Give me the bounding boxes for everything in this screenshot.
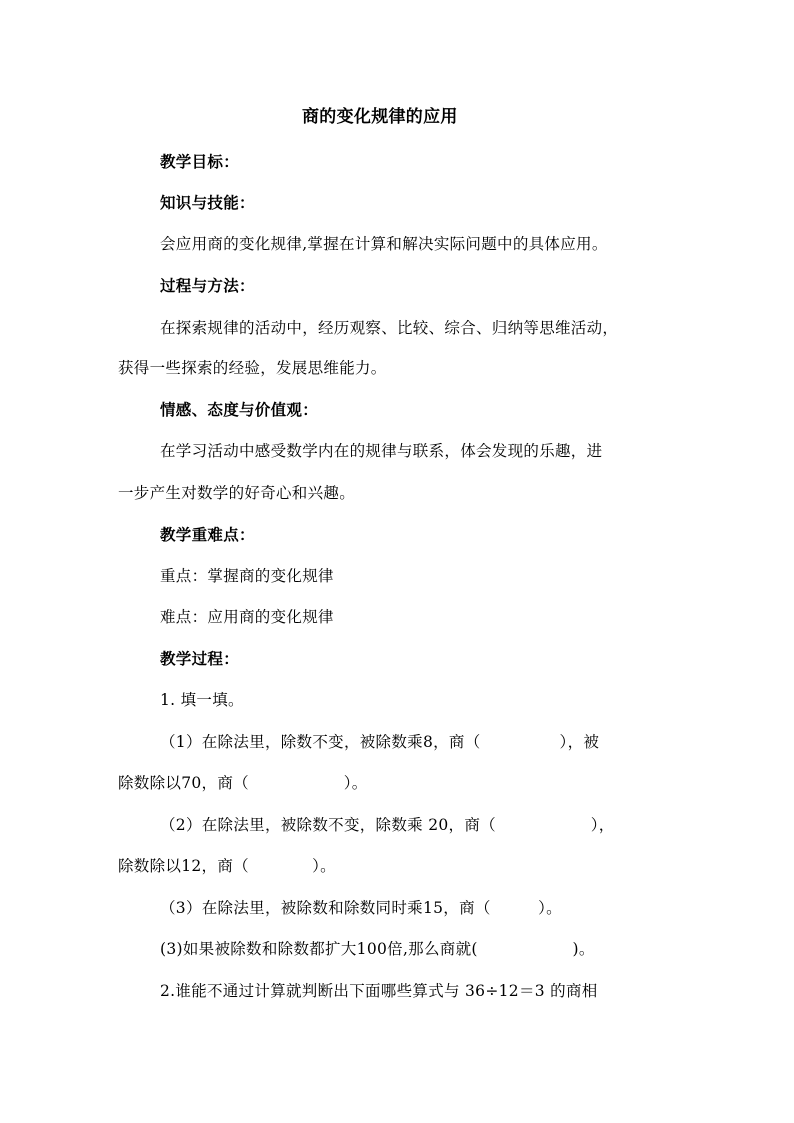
paragraph-line: 一步产生对数学的好奇心和兴趣。 [118, 484, 356, 502]
section-heading-teaching-goals: 教学目标： [160, 152, 240, 171]
paragraph-line: 在探索规律的活动中，经历观察、比较、综合、归纳等思维活动， [160, 319, 619, 337]
paragraph-line: 会应用商的变化规律,掌握在计算和解决实际问题中的具体应用。 [160, 235, 608, 253]
section-heading-teaching-process: 教学过程： [160, 649, 240, 668]
subheading-knowledge-skills: 知识与技能： [160, 193, 255, 212]
document-title: 商的变化规律的应用 [302, 107, 458, 127]
paragraph-line: 难点：应用商的变化规律 [160, 608, 334, 626]
exercise-item: (3)如果被除数和除数都扩大100倍,那么商就( )。 [160, 940, 595, 958]
section-heading-key-points: 教学重难点： [160, 525, 255, 544]
exercise-item: 除数除以12，商（ ）。 [118, 857, 336, 875]
paragraph-line: 在学习活动中感受数学内在的规律与联系，体会发现的乐趣，进 [160, 442, 603, 460]
exercise-item: 除数除以70，商（ ）。 [118, 774, 368, 792]
subheading-process-method: 过程与方法： [160, 276, 255, 295]
paragraph-line: 获得一些探索的经验，发展思维能力。 [118, 359, 387, 377]
exercise-heading: 1. 填一填。 [160, 691, 244, 709]
exercise-item: 2.谁能不通过计算就判断出下面哪些算式与 36÷12＝3 的商相 [160, 982, 598, 1000]
exercise-item: （3）在除法里，被除数和除数同时乘15，商（ ）。 [160, 899, 562, 917]
subheading-emotion-attitude-values: 情感、态度与价值观： [160, 400, 319, 419]
exercise-item: （1）在除法里，除数不变，被除数乘8，商（ ），被 [160, 733, 600, 751]
paragraph-line: 重点：掌握商的变化规律 [160, 567, 334, 585]
exercise-item: （2）在除法里，被除数不变，除数乘 20，商（ ）， [160, 816, 615, 834]
